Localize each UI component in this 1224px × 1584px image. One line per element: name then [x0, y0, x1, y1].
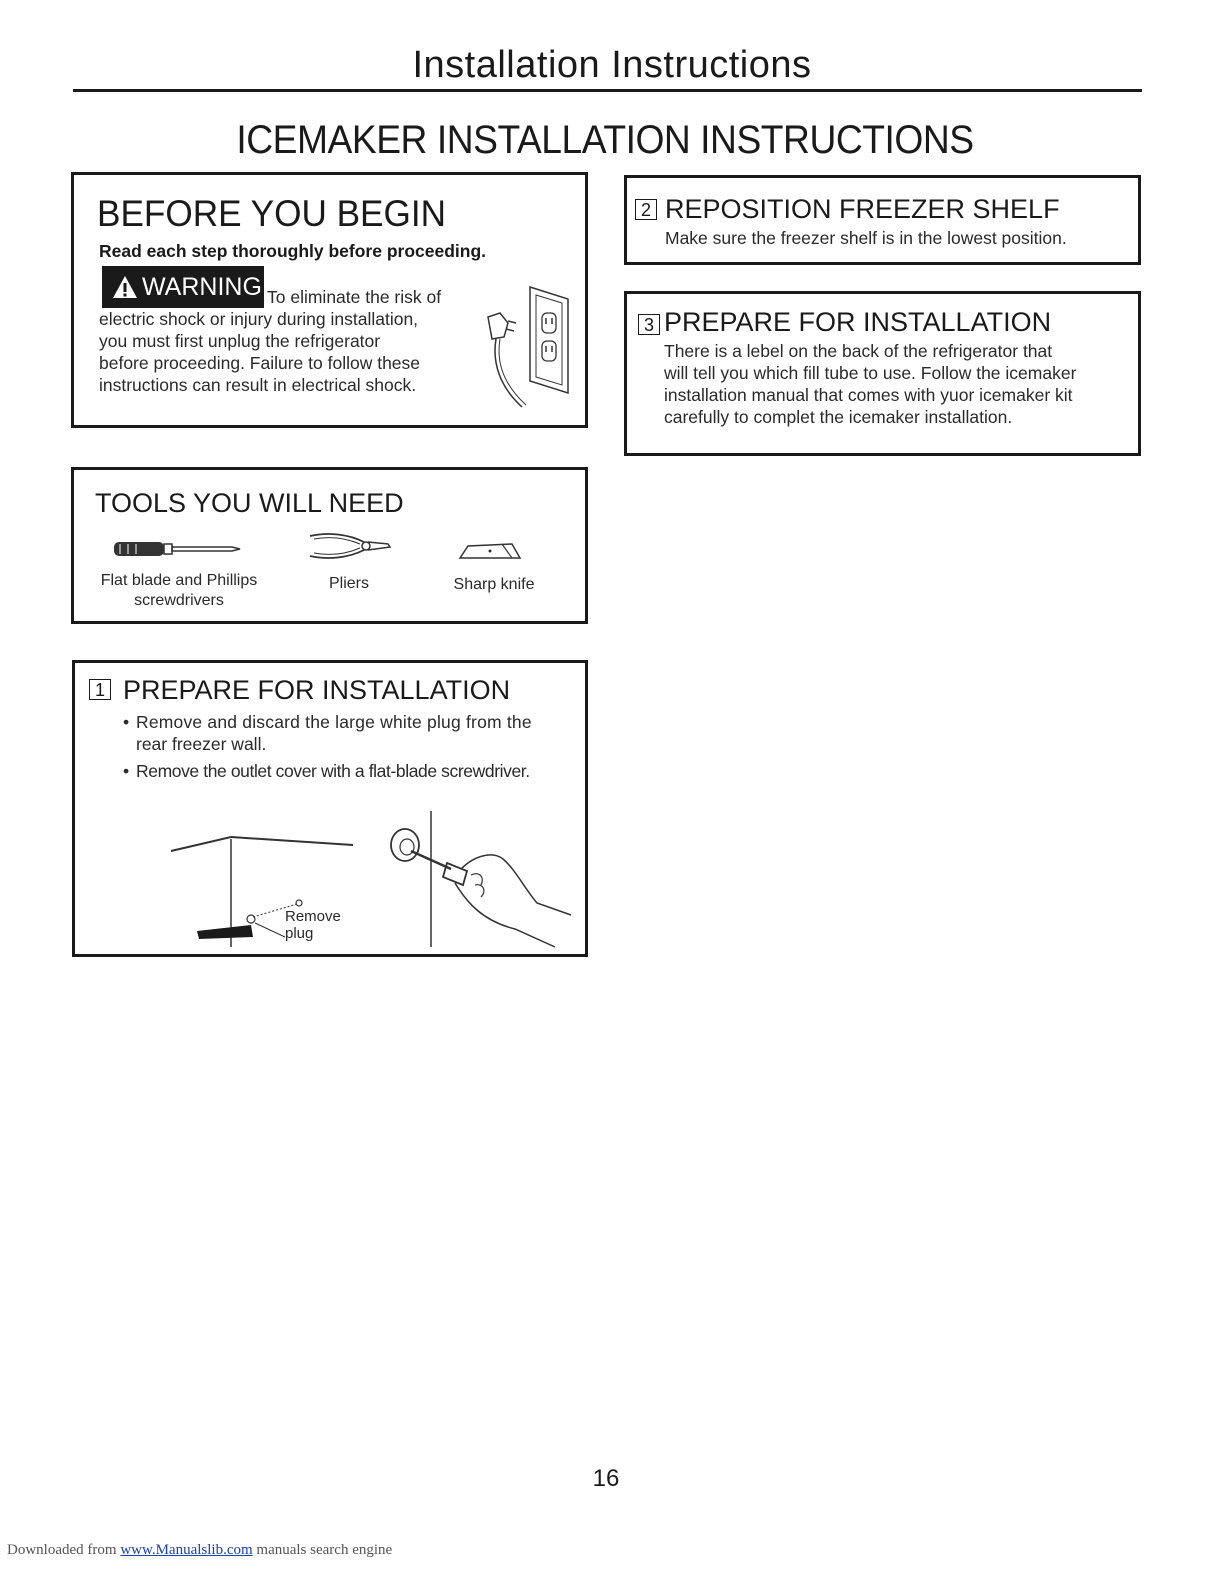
warning-triangle-icon: [112, 275, 138, 299]
knife-icon: [458, 542, 522, 560]
step3-text-line: installation manual that comes with yuor icemaker kit: [664, 385, 1073, 405]
step1-bullet-text: rear freezer wall.: [136, 734, 267, 754]
download-footer: [7, 1542, 392, 1559]
step3-text-line: There is a lebel on the back of the refrigerator that: [664, 341, 1053, 361]
warning-text-line: electric shock or injury during installation,: [99, 309, 419, 329]
step3-title: PREPARE FOR INSTALLATION: [664, 307, 1052, 337]
step3-text-line: will tell you which fill tube to use. Follow the icemaker: [664, 363, 1077, 383]
warning-badge: [102, 266, 264, 308]
manualslib-link[interactable]: www.Manualslib.com: [120, 1542, 253, 1558]
tools-title: TOOLS YOU WILL NEED: [95, 488, 404, 518]
step3-text-line: carefully to complet the icemaker installation.: [664, 407, 1013, 427]
step2-number: 2: [635, 199, 657, 220]
tool-label-knife: Sharp knife: [453, 576, 535, 593]
remove-plug-callout: Remove: [285, 908, 341, 925]
before-you-begin-title: BEFORE YOU BEGIN: [97, 193, 446, 234]
warning-text-line: instructions can result in electrical shock.: [99, 375, 417, 395]
section-title: ICEMAKER INSTALLATION INSTRUCTIONS: [236, 118, 974, 162]
tools-box: [71, 467, 588, 624]
tool-label-screwdriver: Flat blade and Phillips: [100, 572, 258, 589]
warning-text-line: To eliminate the risk of: [267, 287, 442, 307]
before-you-begin-box: [71, 172, 588, 428]
footer-prefix: Downloaded from: [7, 1542, 117, 1558]
page-number: 16: [592, 1465, 620, 1492]
step3-number: 3: [638, 314, 660, 335]
step2-box: [624, 175, 1141, 265]
step1-bullet-text: Remove and discard the large white plug from the: [136, 712, 532, 732]
screwdriver-outlet-illustration: [375, 811, 575, 951]
remove-plug-illustration: [165, 813, 365, 953]
step1-title: PREPARE FOR INSTALLATION: [123, 675, 511, 705]
warning-label: WARNING: [142, 273, 262, 301]
step1-bullet-text: Remove the outlet cover with a flat-blade screwdriver.: [136, 761, 530, 781]
tool-label-pliers: Pliers: [328, 575, 369, 592]
page-header-title: Installation Instructions: [412, 44, 812, 86]
step1-bullet-marker: •: [123, 761, 130, 781]
step2-title: REPOSITION FREEZER SHELF: [665, 194, 1060, 224]
tool-label-screwdriver: screwdrivers: [134, 592, 224, 609]
step1-bullet-marker: •: [123, 712, 130, 732]
step1-number: 1: [89, 679, 111, 700]
remove-plug-callout: plug: [285, 925, 314, 942]
before-you-begin-subtitle: Read each step thoroughly before proceeding.: [99, 241, 487, 261]
warning-text-line: before proceeding. Failure to follow these: [99, 353, 421, 373]
pliers-icon: [308, 530, 392, 562]
step2-text: Make sure the freezer shelf is in the lowest position.: [665, 228, 1067, 248]
step3-box: [624, 291, 1141, 456]
screwdriver-icon: [112, 538, 242, 560]
warning-text-line: you must first unplug the refrigerator: [99, 331, 381, 351]
footer-suffix: manuals search engine: [256, 1542, 393, 1558]
step1-box: [72, 660, 588, 957]
unplug-outlet-illustration: [482, 283, 577, 413]
header-divider: [73, 89, 1142, 92]
